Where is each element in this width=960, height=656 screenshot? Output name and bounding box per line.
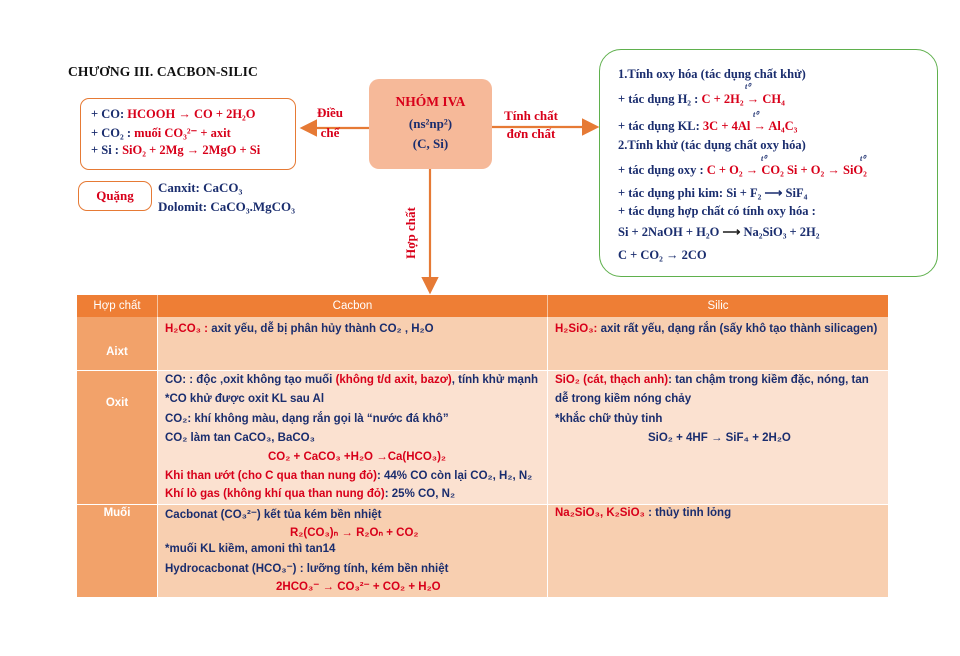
group-iva-box <box>369 79 492 169</box>
oxide-cacbon-l7b: : 25% CO, N₂ <box>384 488 456 500</box>
acid-silic-formula: H₂SiO₃: <box>555 323 598 335</box>
salt-cacbon-l1: Cacbonat (CO₃²⁻) kết tủa kém bền nhiệt <box>165 509 382 521</box>
compounds-table <box>77 295 888 597</box>
header-silic: Silic <box>547 295 888 317</box>
prop-nonmetal-line: + tác dụng phi kim: Si + F₂ ⟶ SiF₄ <box>618 186 808 200</box>
oxide-cacbon-l3: CO₂: khí không màu, dạng rắn gọi là “nước đá khô” <box>165 413 449 425</box>
prep-co2-equation: muối CO₃²⁻ + axit <box>134 126 231 140</box>
prop-heading-reducing: 2.Tính khử (tác dụng chất oxy hóa) <box>618 138 806 152</box>
cell-oxide-cacbon <box>157 370 547 504</box>
oxide-silic-l4: SiO₂ + 4HF → SiF₄ + 2H₂O <box>648 432 791 444</box>
prop-oxygen-line <box>618 163 867 178</box>
arrow-left-label-line1: Điều <box>317 105 343 120</box>
ore-dolomite: Dolomit: CaCO₃.MgCO₃ <box>158 199 296 214</box>
row-label-oxide <box>77 370 157 504</box>
properties-box <box>599 49 938 277</box>
arrow-right-label <box>496 108 566 142</box>
ore-label: Quặng <box>96 188 134 203</box>
oxide-cacbon-l7a: Khí lò gas (không khí qua than nung đỏ) <box>165 488 385 500</box>
row-label-salt <box>77 504 157 597</box>
oxide-cacbon-l4: CO₂ làm tan CaCO₃, BaCO₃ <box>165 432 315 444</box>
acid-silic-line <box>555 323 877 335</box>
salt-cacbon-l4: Hydrocacbonat (HCO₃⁻) : lưỡng tính, kém bền nhiệt <box>165 563 449 575</box>
prop-metal-equation: 3C + 4Al → Al₄C₃ <box>702 119 798 133</box>
row-label-acid <box>77 317 157 370</box>
row-label-salt-text: Muối <box>103 507 131 519</box>
arrow-left-label-line2: chế <box>320 125 340 140</box>
arrow-right-label-line1: Tính chất <box>504 108 558 123</box>
prop-metal-prefix: + tác dụng KL: <box>618 119 703 133</box>
cell-salt-silic <box>547 504 888 597</box>
prep-si-prefix: + Si : <box>91 143 123 157</box>
prep-si-equation: SiO₂ + 2Mg → 2MgO + Si <box>122 143 261 157</box>
prop-heading-oxidizing: 1.Tính oxy hóa (tác dụng chất khử) <box>618 67 806 81</box>
prop-h2-line <box>618 92 785 107</box>
prep-co2-prefix: + CO₂ : <box>91 126 135 140</box>
row-label-oxide-text: Oxit <box>105 397 129 409</box>
group-config: (ns²np²) <box>408 116 453 131</box>
prep-co-prefix: + CO: <box>91 107 128 121</box>
heat-mark-4: t⁰ <box>860 154 866 163</box>
acid-cacbon-text: axit yếu, dễ bị phân hủy thành CO₂ , H₂O <box>208 323 434 335</box>
oxide-silic-l1 <box>555 374 869 386</box>
heat-mark-3: t⁰ <box>761 154 767 163</box>
salt-silic-line <box>555 507 731 519</box>
arrow-right-label-line2: đơn chất <box>506 126 556 141</box>
oxide-silic-l3: *khắc chữ thủy tinh <box>555 413 663 425</box>
cell-oxide-silic <box>547 370 888 504</box>
oxide-cacbon-l5: CO₂ + CaCO₃ +H₂O →Ca(HCO₃)₂ <box>268 451 447 463</box>
oxide-cacbon-l7 <box>165 488 455 500</box>
prop-co2-line: C + CO₂ → 2CO <box>618 248 707 262</box>
salt-cacbon-l5: 2HCO₃⁻ → CO₃²⁻ + CO₂ + H₂O <box>276 581 441 593</box>
oxide-cacbon-l1b: (không t/d axit, bazơ) <box>335 374 452 386</box>
oxide-cacbon-l2: *CO khử được oxit KL sau Al <box>165 393 325 405</box>
prep-co-equation: HCOOH → CO + 2H₂O <box>127 107 256 121</box>
prop-oxygen-equation: C + O₂ → CO₂ Si + O₂ → SiO₂ <box>706 163 867 177</box>
oxide-cacbon-l6a: Khi than ướt (cho C qua than nung đỏ) <box>165 470 377 482</box>
prop-naoh-reactants: Si + 2NaOH + H₂O <box>618 225 723 239</box>
acid-cacbon-formula: H₂CO₃ : <box>165 323 209 335</box>
oxide-cacbon-l6b: : 44% CO còn lại CO₂, H₂, N₂ <box>376 470 533 482</box>
acid-silic-text: axit rất yếu, dạng rắn (sấy khô tạo thành silicagen) <box>597 323 878 335</box>
prop-naoh-line <box>618 224 820 240</box>
oxide-cacbon-l1c: , tính khử mạnh <box>451 374 539 386</box>
group-title: NHÓM IVA <box>395 94 466 109</box>
prop-h2-prefix: + tác dụng H₂ : <box>618 92 702 106</box>
prop-compound-line: + tác dụng hợp chất có tính oxy hóa : <box>618 204 816 218</box>
cell-acid-silic <box>547 317 888 370</box>
oxide-silic-l1b: : tan chậm trong kiềm đặc, nóng, tan <box>668 374 869 386</box>
group-elements: (C, Si) <box>412 136 449 151</box>
arrow-left-label <box>310 105 350 141</box>
prop-naoh-products: Na₂SiO₃ + 2H₂ <box>740 225 820 239</box>
row-label-acid-text: Aixt <box>106 346 128 358</box>
heat-mark-2: t⁰ <box>753 110 759 119</box>
prop-naoh-arrow: ⟶ <box>722 225 741 239</box>
oxide-cacbon-l1a: CO: : độc ,oxit không tạo muối <box>165 374 336 386</box>
oxide-silic-l2: dễ trong kiềm nóng chảy <box>555 393 692 405</box>
arrow-down-label: Hợp chất <box>403 207 418 259</box>
cell-salt-cacbon <box>157 504 547 597</box>
chapter-title: CHƯƠNG III. CACBON-SILIC <box>68 64 258 79</box>
prop-metal-line <box>618 119 797 134</box>
acid-cacbon-line <box>165 323 434 335</box>
salt-silic-formula: Na₂SiO₃, K₂SiO₃ <box>555 507 645 519</box>
header-cacbon: Cacbon <box>157 295 547 317</box>
header-compound: Hợp chất <box>77 295 157 317</box>
oxide-silic-l1a: SiO₂ (cát, thạch anh) <box>555 374 669 386</box>
salt-silic-text: : thủy tinh lỏng <box>644 507 732 519</box>
salt-cacbon-l3: *muối KL kiềm, amoni thì tan14 <box>165 543 336 555</box>
oxide-cacbon-l1 <box>165 374 538 386</box>
cell-acid-cacbon <box>157 317 547 370</box>
prop-h2-equation: C + 2H₂ → CH₄ <box>701 92 785 106</box>
heat-mark-1: t⁰ <box>745 82 751 91</box>
ore-calcite: Canxit: CaCO₃ <box>158 180 243 195</box>
salt-cacbon-l2: R₂(CO₃)ₙ → R₂Oₙ + CO₂ <box>290 527 419 539</box>
prop-oxygen-prefix: + tác dụng oxy : <box>618 163 707 177</box>
oxide-cacbon-l6 <box>165 470 532 482</box>
